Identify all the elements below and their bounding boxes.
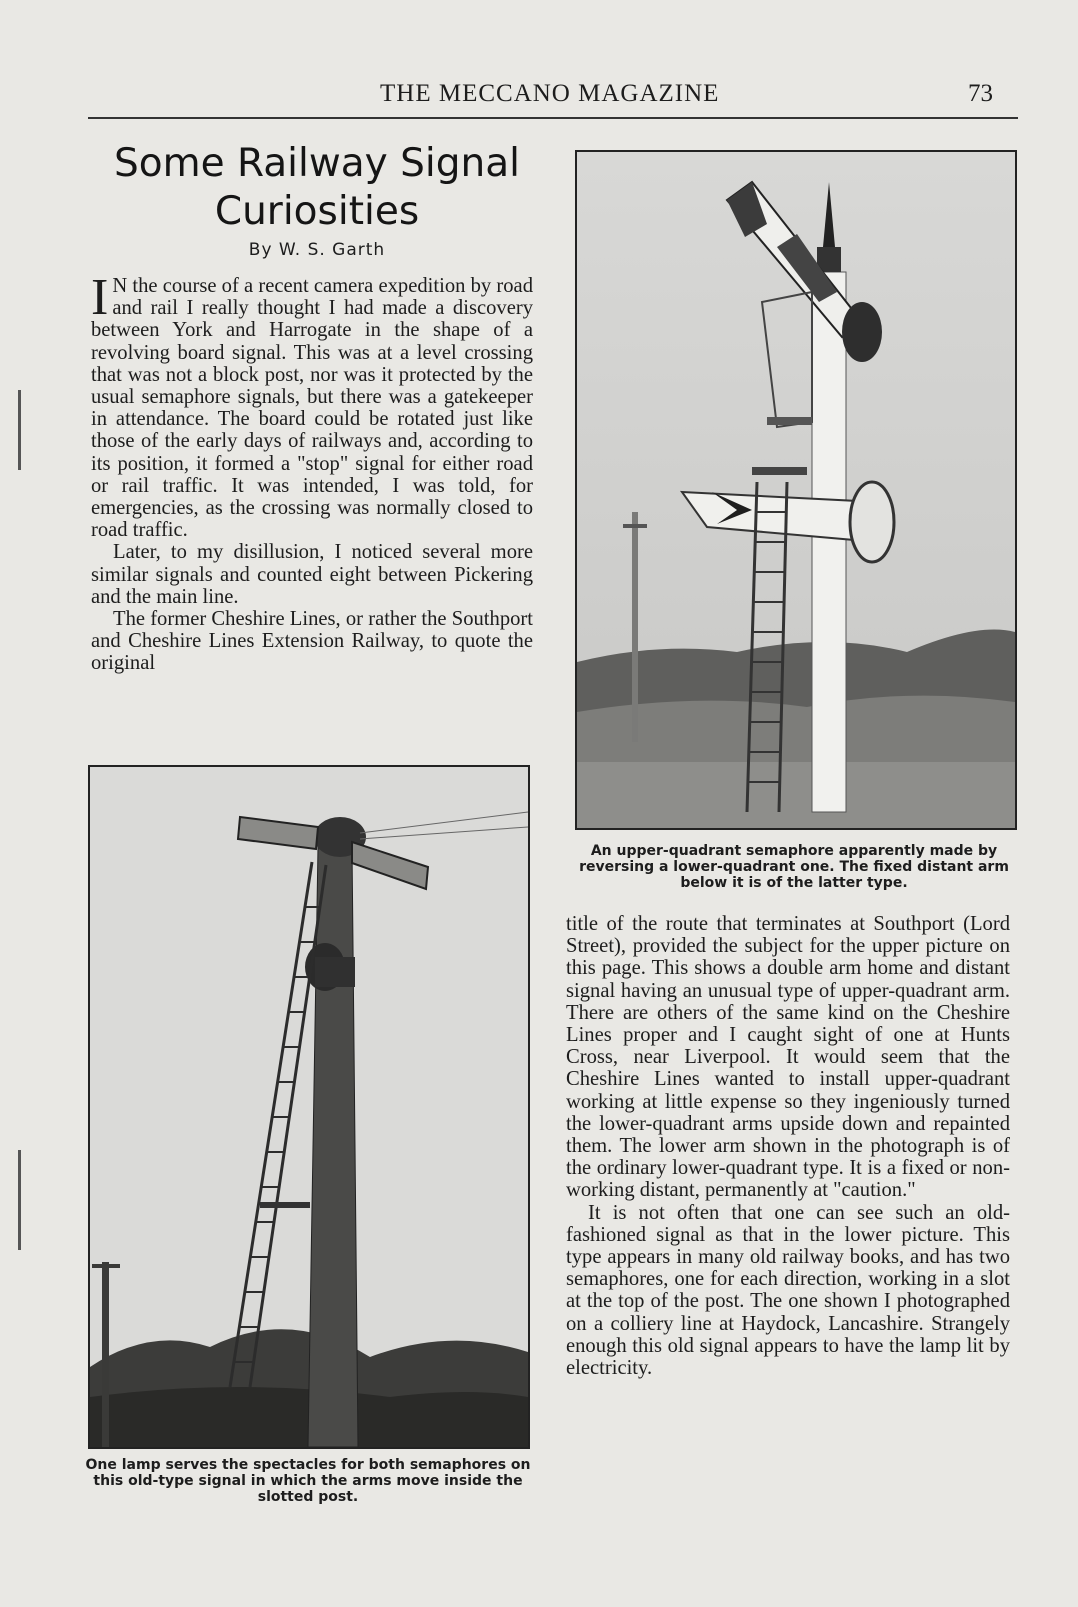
right-column-text (566, 913, 1010, 1379)
title-line-1: Some Railway Signal (114, 141, 520, 186)
paragraph-4: title of the route that terminates at Southport (Lord Street), provided the subject for the upper picture on this page. This shows a double arm home and distant signal having an unusual type of upper-quadrant arm. There are others of the same kind on the Cheshire Lines proper and I caught sight of one at Hunts Cross, near Liverpool. It would seem that the Cheshire Lines wanted to install upper-quadrant working at little expense so they ingeniously turned the lower-quadrant arms upside down and repainted them. The lower arm shown in the photograph is of the ordinary lower-quadrant type. It is a fixed or non-working distant, permanently at "caution." (566, 913, 1010, 1202)
header-rule (88, 117, 1018, 119)
upper-signal-illustration (577, 152, 1015, 828)
drop-cap: I (91, 269, 109, 326)
paragraph-3: The former Cheshire Lines, or rather the Southport and Cheshire Lines Extension Railway, to quote the original (91, 608, 533, 675)
page-number: 73 (968, 80, 993, 107)
left-column-text (91, 269, 533, 675)
margin-mark (18, 390, 21, 470)
upper-photo (575, 150, 1017, 830)
paragraph-2: Later, to my disillusion, I noticed several more similar signals and counted eight between Pickering and the main line. (91, 541, 533, 608)
margin-mark (18, 1150, 21, 1250)
lower-photo-caption: One lamp serves the spectacles for both semaphores on this old-type signal in which the arms move inside the slotted post. (85, 1457, 531, 1505)
running-head: THE MECCANO MAGAZINE (380, 80, 720, 107)
title-line-2: Curiosities (214, 189, 420, 234)
lower-photo (88, 765, 530, 1449)
article-title (92, 140, 542, 236)
paragraph-1: I N the course of a recent camera expedition by road and rail I really thought I had made a discovery between York and Harrogate in the shape of a revolving board signal. This was at a level crossing that was not a block post, nor was it protected by the usual semaphore signals, but there was a gatekeeper in attendance. The board could be rotated just like those of the early days of railways and, according to its position, it formed a "stop" signal for either road or rail traffic. It was intended, I was told, for emergencies, as the crossing was normally closed to road traffic. (91, 269, 533, 542)
byline: By W. S. Garth (248, 240, 386, 260)
paragraph-5: It is not often that one can see such an old-fashioned signal as that in the lower picture. This type appears in many old railway books, and has two semaphores, one for each direction, working in a slot at the top of the post. The one shown I photographed on a colliery line at Haydock, Lancashire. Strangely enough this old signal appears to have the lamp lit by electricity. (566, 1201, 1010, 1380)
lower-signal-illustration (90, 767, 528, 1447)
upper-photo-caption: An upper-quadrant semaphore apparently made by reversing a lower-quadrant one. The fixed distant arm below it is of the latter type. (579, 843, 1009, 891)
